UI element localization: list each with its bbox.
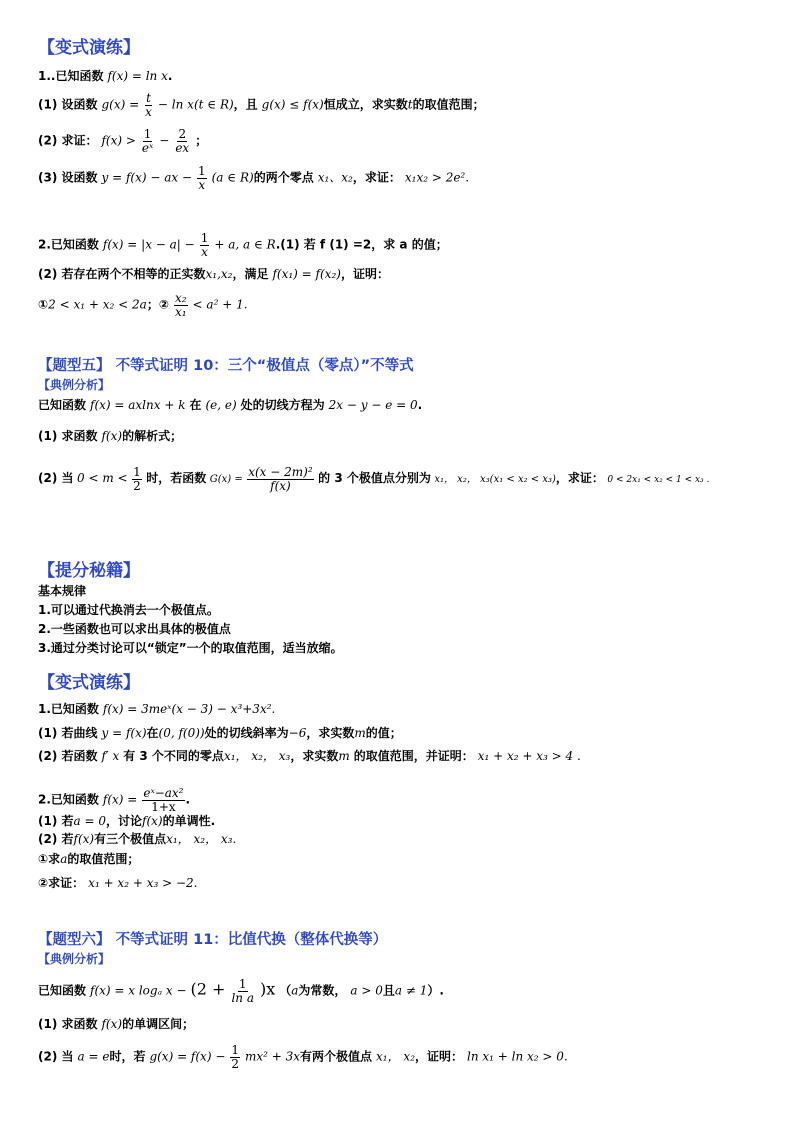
math-expression: y = f(x)	[101, 726, 147, 740]
math-expression: G(x) =	[209, 474, 243, 486]
part-label: (2) 若存在两个不相等的正实数	[38, 267, 206, 281]
part-text: ；	[195, 133, 208, 148]
stem-text: .(1) 若 f (1) =2，求 a 的值；	[275, 237, 448, 252]
part-text: ，求实数	[290, 749, 339, 763]
example-part-2	[38, 466, 774, 492]
stem-text: .	[417, 398, 423, 412]
stem-text: 1.已知函数	[38, 702, 99, 716]
math-expression: f(x) = ln x	[107, 69, 168, 83]
stem-text: （	[279, 983, 292, 998]
part-text: 的值；	[365, 726, 402, 740]
math-expression: x₁ + x₂ + x₃ > 4 .	[477, 749, 581, 763]
math-expression: f(x)	[101, 429, 123, 443]
section-heading-type-6	[38, 931, 774, 949]
type-tag: 【题型五】	[38, 358, 111, 374]
math-expression: x₁， x₂	[376, 1049, 416, 1064]
fraction	[174, 292, 188, 318]
math-expression: a = e	[77, 1049, 110, 1064]
stem-text: 且	[382, 983, 395, 998]
fraction-denominator: 2	[231, 1056, 239, 1071]
part-text: ，求证：	[555, 471, 604, 486]
problem-1-part-1	[38, 725, 774, 741]
stem-text: .	[167, 69, 173, 83]
fraction	[174, 128, 190, 154]
part-text: 求证：	[48, 876, 85, 890]
math-expression: f(x) = x logₐ x −	[90, 983, 187, 998]
fraction	[200, 232, 210, 258]
fraction-numerator: x₂	[174, 291, 187, 305]
stem-text: 为常数，	[298, 983, 347, 998]
math-expression: x₁， x₂， x₃(x₁ < x₂ < x₃)	[434, 474, 556, 486]
stem-text: 1..已知函数	[38, 69, 104, 83]
part-text: 处的切线斜率为	[204, 726, 289, 740]
example-part-1	[38, 428, 774, 444]
math-expression: a = 0	[73, 814, 106, 828]
part-text: 的取值范围；	[67, 852, 140, 866]
problem-2-part-2	[38, 266, 774, 282]
math-variable: m	[354, 726, 366, 740]
math-expression: f(x) = 3meˣ(x − 3) − x³+3x².	[102, 702, 276, 716]
part-text: ，求实数	[306, 726, 355, 740]
math-expression: f(x) = |x − a| −	[102, 237, 195, 252]
fraction-denominator: f(x)	[270, 478, 291, 493]
part-text: 的 3 个极值点分别为	[318, 471, 431, 486]
part-text: 的单调区间；	[122, 1017, 195, 1031]
circled-number: ②	[158, 297, 169, 312]
section-heading-variant-1: 【变式演练】	[38, 38, 140, 58]
fraction-denominator: eˣ	[141, 140, 154, 155]
part-text: ，证明：	[340, 267, 389, 281]
stem-text: 已知函数	[38, 983, 87, 998]
problem-1-part-3	[38, 165, 774, 191]
problem-2-claim-2	[38, 875, 774, 891]
stem-text: ）.	[427, 983, 444, 998]
fraction	[197, 165, 207, 191]
math-expression: a > 0	[350, 983, 383, 998]
fraction-denominator: ex	[175, 140, 190, 155]
part-label: (2) 当	[38, 1049, 74, 1064]
problem-2-part-2	[38, 831, 774, 847]
fraction-denominator: x	[198, 177, 206, 192]
problem-2-claim-1	[38, 851, 774, 867]
math-expression: g(x) =	[101, 97, 140, 112]
fraction-denominator: 2	[133, 478, 141, 493]
problem-1-stem	[38, 68, 774, 84]
part-text: 有三个极值点	[94, 832, 167, 846]
math-expression: )x	[259, 979, 276, 999]
math-expression: x₁,x₂	[205, 267, 233, 281]
fraction	[230, 978, 255, 1004]
math-variable: m	[338, 749, 350, 763]
part-label: (1) 若曲线	[38, 726, 98, 740]
part-text: 时，若	[109, 1049, 146, 1064]
section-heading-variant-2: 【变式演练】	[38, 673, 140, 693]
stem-text: 2.已知函数	[38, 237, 99, 252]
part-label: (2) 若函数	[38, 749, 98, 763]
fraction-numerator: eˣ−ax²	[143, 786, 184, 800]
tip-rule: 2.一些函数也可以求出具体的极值点	[38, 622, 231, 636]
tip-rule: 3.通过分类讨论可以“锁定”一个的取值范围，适当放缩。	[38, 641, 343, 655]
part-text: 有 3 个不同的零点	[123, 749, 224, 763]
example-part-1	[38, 1016, 774, 1032]
fraction	[141, 128, 154, 154]
fraction-numerator: 1	[133, 465, 141, 479]
stem-text: 2.已知函数	[38, 792, 99, 807]
fraction	[132, 466, 142, 492]
part-text: 时，若函数	[146, 471, 207, 486]
math-expression: f(x) =	[102, 792, 138, 807]
part-text: ，且	[233, 97, 258, 112]
fraction	[144, 92, 153, 118]
part-text: 的取值范围；	[412, 97, 485, 112]
fraction-numerator: 1	[197, 164, 206, 178]
fraction-denominator: x	[145, 104, 152, 119]
tips-label: 基本规律	[38, 584, 87, 598]
stem-text: .	[185, 792, 191, 807]
part-label: (2) 求证：	[38, 133, 98, 148]
stem-text: 处的切线方程为	[240, 398, 325, 412]
problem-2-stem	[38, 232, 774, 258]
math-variable: t	[407, 97, 413, 112]
stem-text: 已知函数	[38, 398, 87, 412]
part-text: 的单调性.	[162, 814, 216, 828]
math-expression: a ≠ 1	[394, 983, 428, 998]
math-expression: mx² + 3x	[244, 1049, 301, 1064]
stem-text: 在	[189, 398, 202, 412]
math-expression: f′ x	[101, 749, 120, 763]
math-operator: −	[159, 133, 170, 148]
example-stem	[38, 978, 774, 1004]
math-expression: x₁x₂ > 2e².	[404, 170, 470, 185]
part-label: (1) 求函数	[38, 1017, 98, 1031]
part-text: ，证明：	[415, 1049, 464, 1064]
math-expression: g(x) ≤ f(x)	[261, 97, 324, 112]
math-expression: (a ∈ R)	[211, 170, 254, 185]
math-expression: 0 < 2x₁ < x₂ < 1 < x₃ .	[607, 475, 710, 486]
part-text: 的两个零点	[253, 170, 314, 185]
type-title: 不等式证明 10：三个“极值点（零点）”不等式	[115, 358, 414, 374]
type-tag: 【题型六】	[38, 932, 111, 948]
part-text: ，满足	[232, 267, 269, 281]
math-expression: (2 +	[190, 979, 226, 999]
problem-1-stem	[38, 701, 774, 717]
math-expression: ln x₁ + ln x₂ > 0.	[467, 1049, 568, 1064]
problem-2-part-1	[38, 813, 774, 829]
fraction-numerator: 1	[143, 127, 152, 141]
circled-number: ②	[38, 876, 49, 890]
math-expression: 0 < m <	[77, 471, 128, 486]
fraction-denominator: x₁	[174, 304, 187, 319]
example-part-2	[38, 1044, 774, 1070]
fraction-denominator: 1+x	[151, 799, 176, 814]
math-expression: f(x₁) = f(x₂)	[272, 267, 341, 281]
type-title: 不等式证明 11：比值代换（整体代换等）	[115, 932, 388, 948]
fraction-denominator: ln a	[231, 990, 254, 1005]
math-expression: f(x) >	[101, 133, 136, 148]
part-label: (3) 设函数	[38, 170, 98, 185]
circled-number: ①	[38, 852, 49, 866]
part-text: 有两个极值点	[300, 1049, 373, 1064]
math-expression: f(x)	[142, 814, 163, 828]
fraction	[142, 787, 184, 813]
tip-rule: 1.可以通过代换消去一个极值点。	[38, 603, 219, 617]
example-stem	[38, 397, 774, 413]
fraction-numerator: x(x − 2m)²	[248, 465, 313, 479]
fraction	[230, 1044, 240, 1070]
part-text: 的取值范围，并证明：	[353, 749, 474, 763]
math-expression: + a, a ∈ R	[214, 237, 276, 252]
problem-1-part-2	[38, 748, 774, 764]
math-expression: f(x)	[73, 832, 95, 846]
part-text: 在	[146, 726, 159, 740]
math-expression: f(x) = axlnx + k	[90, 398, 186, 412]
math-expression: − ln x(t ∈ R)	[157, 97, 234, 112]
math-expression: 2x − y − e = 0	[328, 398, 418, 412]
math-variable: a	[291, 983, 299, 998]
sub-heading-example: 【典例分析】	[38, 952, 111, 966]
math-expression: y = f(x) − ax −	[101, 170, 192, 185]
math-expression: x₁， x₂， x₃.	[166, 832, 237, 846]
math-expression: g(x) = f(x) −	[149, 1049, 226, 1064]
fraction-numerator: 1	[238, 977, 247, 991]
math-variable: a	[60, 852, 68, 866]
math-expression: (0, f(0))	[158, 726, 205, 740]
part-text: 的解析式；	[122, 429, 183, 443]
math-expression: 2 < x₁ + x₂ < 2a	[48, 297, 147, 312]
section-heading-type-5	[38, 357, 774, 375]
circled-number: ①	[38, 297, 49, 312]
problem-2-part-2-claims	[38, 292, 774, 318]
fraction-numerator: 1	[231, 1043, 239, 1057]
part-text: ，讨论	[105, 814, 142, 828]
fraction	[247, 466, 313, 492]
part-label: (1) 求函数	[38, 429, 98, 443]
part-text: ，求证：	[352, 170, 401, 185]
math-expression: x₁、x₂	[317, 170, 353, 185]
fraction-numerator: 2	[178, 127, 187, 141]
part-label: (1) 若	[38, 814, 74, 828]
fraction-numerator: t	[146, 91, 151, 105]
sub-heading-example: 【典例分析】	[38, 378, 111, 392]
part-label: (2) 若	[38, 832, 74, 846]
problem-2-stem	[38, 787, 774, 813]
math-expression: (e, e)	[205, 398, 237, 412]
math-expression: f(x)	[101, 1017, 123, 1031]
part-text: 求	[48, 852, 61, 866]
problem-1-part-2	[38, 128, 774, 154]
math-expression: < a² + 1.	[192, 297, 248, 312]
math-expression: x₁， x₂， x₃	[223, 749, 291, 763]
fraction-numerator: 1	[200, 231, 209, 245]
math-expression: x₁ + x₂ + x₃ > −2.	[88, 876, 198, 890]
part-label: (2) 当	[38, 471, 74, 486]
part-label: (1) 设函数	[38, 97, 98, 112]
part-text: 恒成立，求实数	[323, 97, 408, 112]
problem-1-part-1	[38, 92, 774, 118]
section-heading-tips: 【提分秘籍】	[38, 561, 140, 581]
fraction-denominator: x	[201, 244, 208, 259]
math-expression: −6	[288, 726, 307, 740]
separator: ；	[146, 297, 159, 312]
